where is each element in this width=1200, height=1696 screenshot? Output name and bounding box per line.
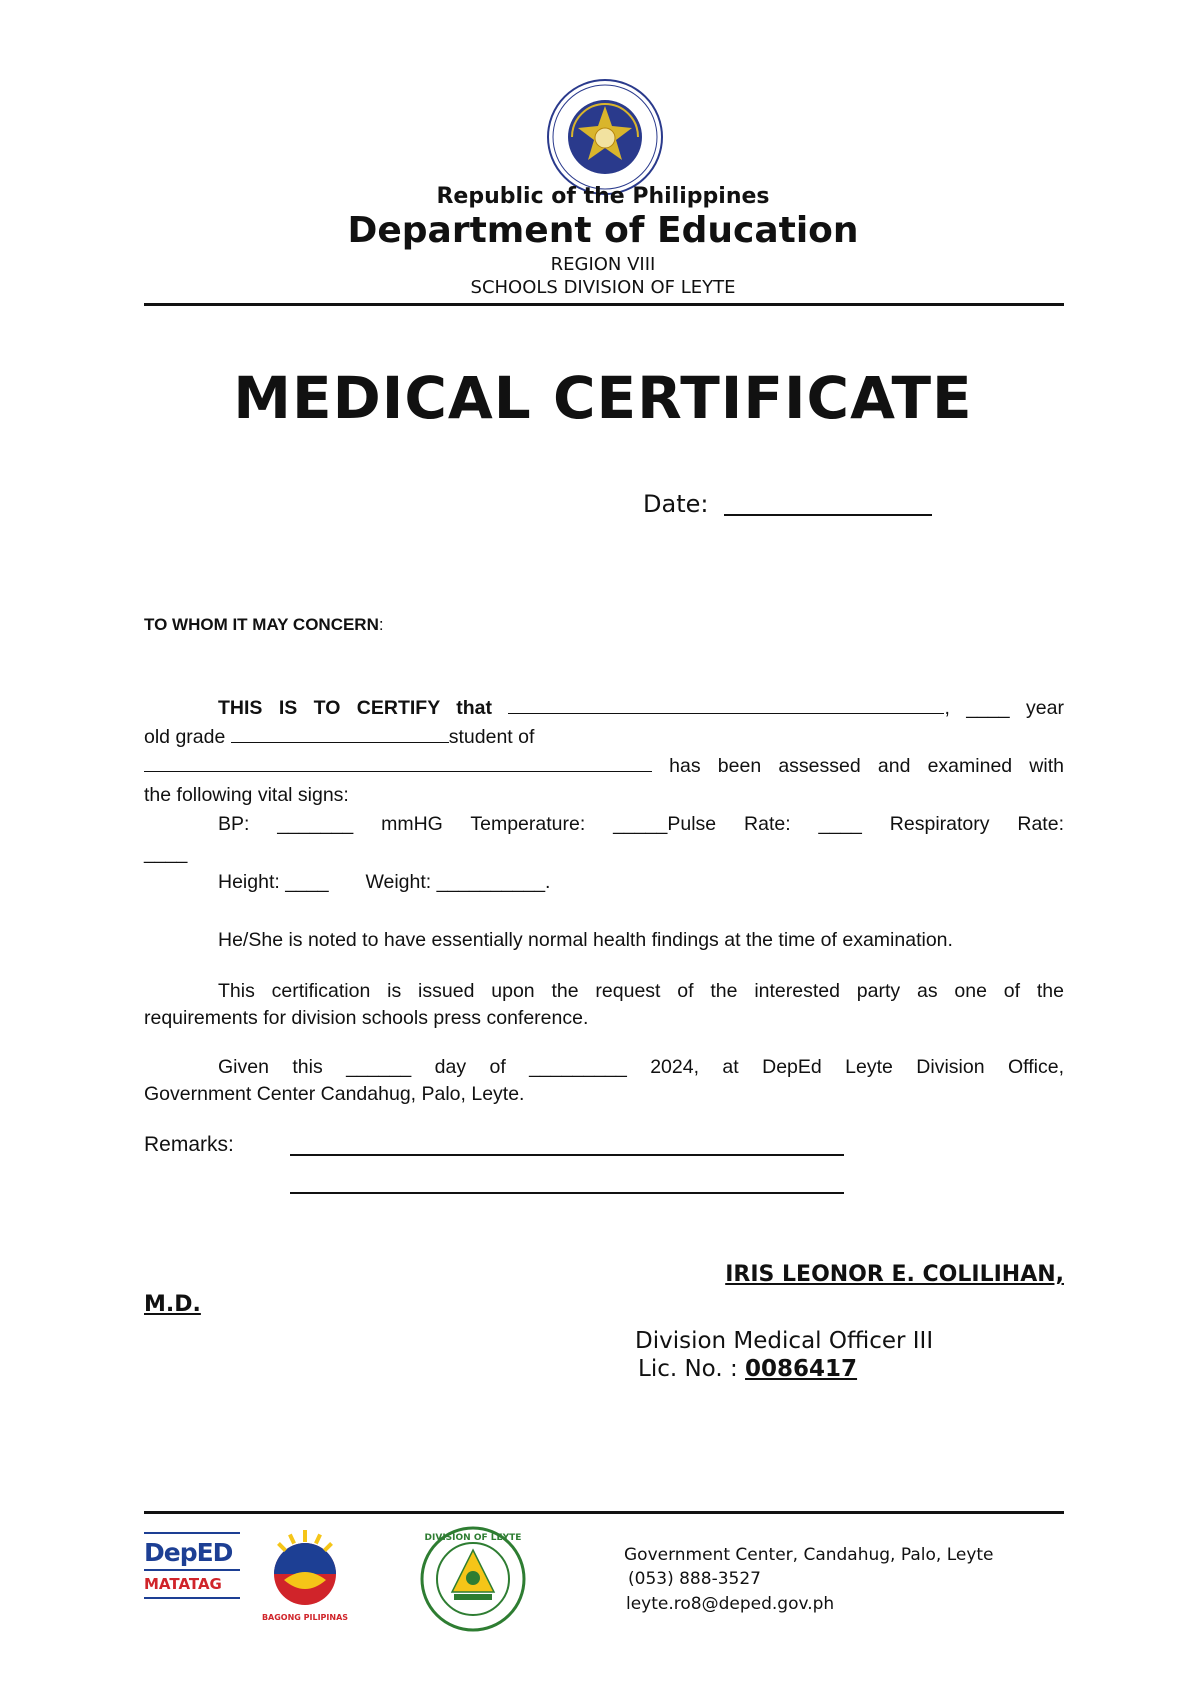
division-of-leyte-seal [420,1526,526,1632]
student-name-blank[interactable] [508,695,944,714]
document-title: MEDICAL CERTIFICATE [233,364,973,432]
salutation: TO WHOM IT MAY CONCERN: [144,615,384,634]
svg-text:BAGONG PILIPINAS: BAGONG PILIPINAS [261,1613,349,1622]
school-line: has been assessed and examined with [144,752,1064,781]
request-paragraph-line-1: This certification is issued upon the request of the interested party as one of the [218,980,1064,1002]
region-heading: REGION VIII [550,254,656,275]
header-divider [144,303,1064,306]
remarks-line-1[interactable] [290,1154,844,1156]
health-findings-paragraph: He/She is noted to have essentially normal health findings at the time of examination. [218,929,953,951]
deped-matatag-logo: DepED MATATAG [144,1532,240,1618]
vitals-line-2: Height: ____ Weight: __________. [218,871,551,893]
date-field-line[interactable] [724,514,932,516]
vitals-line-1: BP: _______ mmHG Temperature: _____Pulse Rate: ____ Respiratory Rate: [218,813,1064,835]
date-label: Date: [643,490,709,518]
license-number: 0086417 [745,1356,858,1382]
remarks-label: Remarks: [144,1133,234,1156]
respiratory-blank[interactable]: ____ [144,842,188,864]
department-heading: Department of Education [347,210,859,251]
bagong-pilipinas-logo [260,1528,350,1624]
footer-address: Government Center, Candahug, Palo, Leyte [624,1545,994,1565]
given-line-2: Government Center Candahug, Palo, Leyte. [144,1083,525,1105]
given-line-1: Given this ______ day of _________ 2024, at DepEd Leyte Division Office, [218,1056,1064,1078]
certify-line: THIS IS TO CERTIFY that , ____ year [218,697,1064,719]
footer-divider [144,1511,1064,1514]
license-line: Lic. No. : 0086417 [638,1356,858,1382]
svg-text:DIVISION OF LEYTE: DIVISION OF LEYTE [424,1533,522,1543]
remarks-line-2[interactable] [290,1192,844,1194]
school-blank[interactable] [144,753,652,772]
deped-seal-logo [546,78,664,196]
signatory-name: IRIS LEONOR E. COLILIHAN, [725,1262,1064,1287]
republic-heading: Republic of the Philippines [436,184,770,209]
vital-signs-intro: the following vital signs: [144,784,349,806]
signatory-position: Division Medical Officer III [635,1328,934,1354]
grade-blank[interactable] [231,724,449,743]
footer-phone: (053) 888-3527 [628,1569,761,1589]
grade-line: old grade student of [144,726,535,748]
request-paragraph-line-2: requirements for division schools press conference. [144,1007,589,1029]
footer-email[interactable]: leyte.ro8@deped.gov.ph [626,1594,835,1614]
signatory-suffix: M.D. [144,1292,201,1317]
division-heading: SCHOOLS DIVISION OF LEYTE [470,277,736,298]
